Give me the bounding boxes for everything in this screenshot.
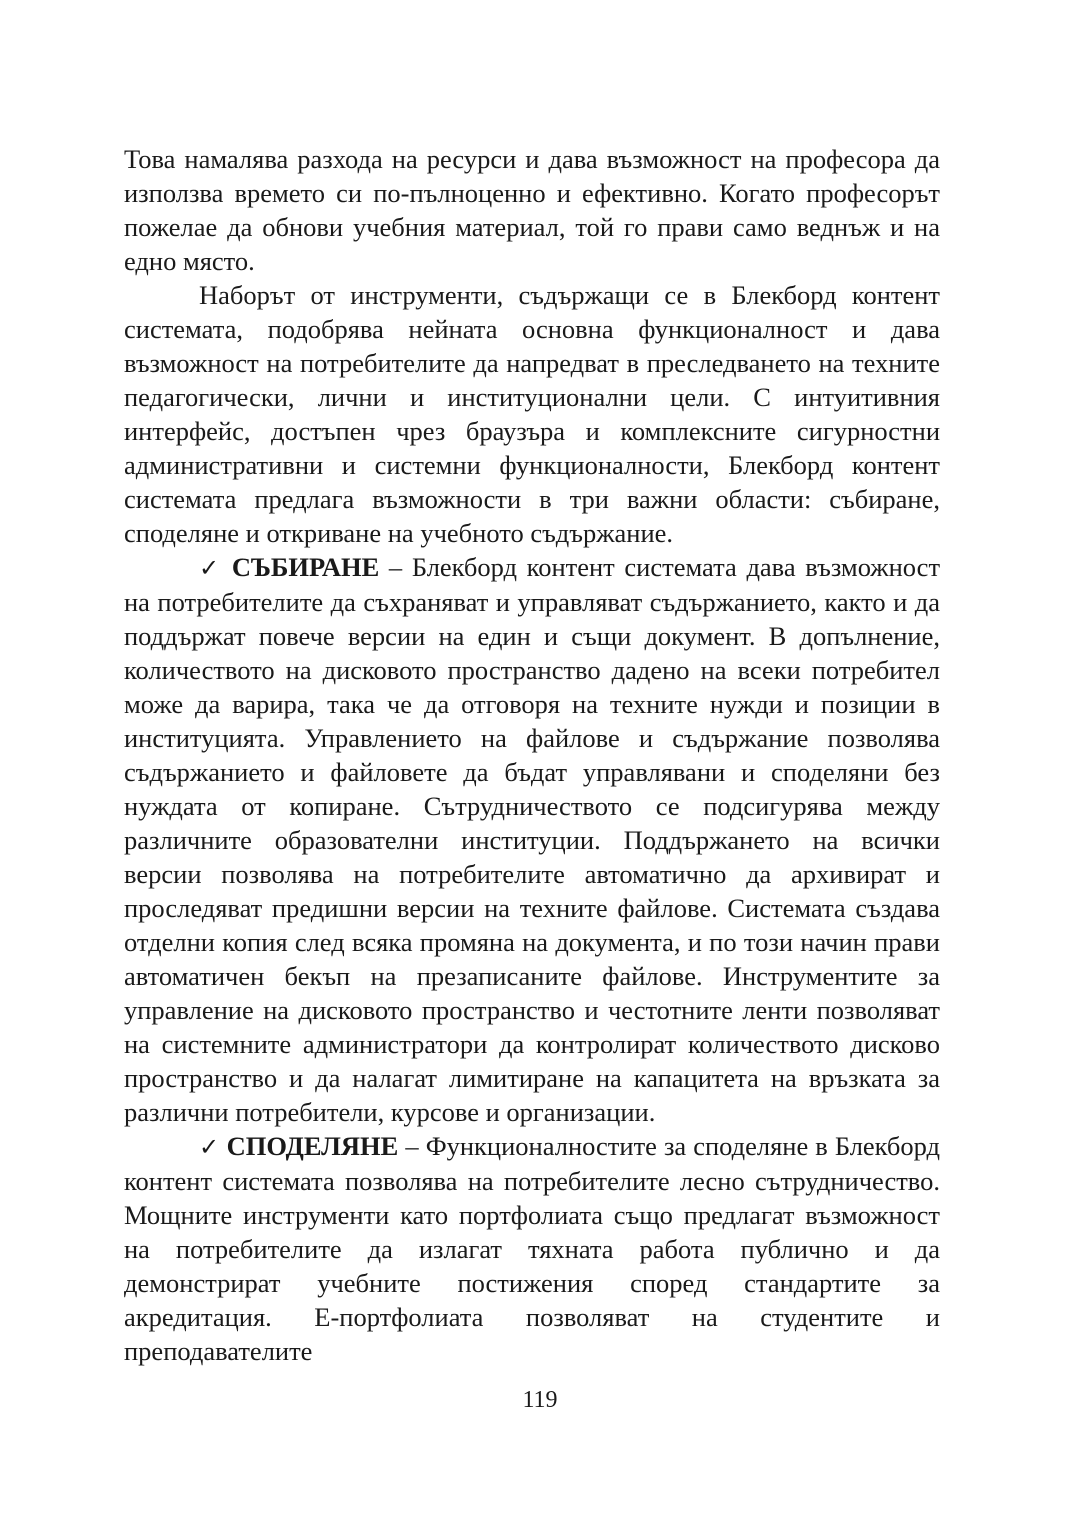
term-sharing: СПОДЕЛЯНЕ <box>226 1131 399 1161</box>
paragraph-collecting <box>124 550 940 1129</box>
collecting-text: – Блекборд контент системата дава възможност на потребителите да съхраняват и управляват съдържанието, както и да поддържат повече версии на един и същи документ. В допълнение, количеството на дисковото пространство дадено на всеки потребител може да варира, така че да отговоря на техните нужди и позиции в институцията. Управлението на файлове и съдържание позволява съдържанието и файловете да бъдат управлявани и споделяни без нуждата от копиране. Сътрудничеството се подсигурява между различните образователни институции. Поддържането на всички версии позволява на потребителите автоматично да архивират и проследяват предишни версии на техните файлове. Системата създава отделни копия след всяка промяна на документа, и по този начин прави автоматичен бекъп на презаписаните файлове. Инструментите за управление на дисковото пространство и честотните ленти позволяват на системните администратори да контролират количеството дисково пространство и да налагат лимитиране на капацитета на връзката за различни потребители, курсове и организации. <box>124 552 941 1127</box>
sharing-text: – Функционалностите за споделяне в Блекборд контент системата позволява на потребителите лесно сътрудничество. Мощните инструменти като портфолиата също предлагат възможност на потребителите да излагат тяхната работа публично и да демонстрират учебните постижения според стандартите за акредитация. Е-портфолиата позволяват на студентите и преподавателите <box>124 1131 941 1366</box>
paragraph-toolset: Наборът от инструменти, съдържащи се в Блекборд контент системата, подобрява нейната основна функционалност и дава възможност на потребителите да напредват в преследването на техните педагогически, лични и институционални цели. С интуитивния интерфейс, достъпен чрез браузъра и комплексните сигурностни административни и системни функционалности, Блекборд контент системата предлага възможности в три важни области: събиране, споделяне и откриване на учебното съдържание. <box>124 280 940 548</box>
checkmark-icon: ✓ <box>199 1133 220 1161</box>
paragraph-sharing <box>124 1129 940 1368</box>
page-number: 119 <box>522 1387 558 1413</box>
checkmark-icon: ✓ <box>199 554 223 582</box>
body-text <box>124 142 940 1368</box>
term-collecting: СЪБИРАНЕ <box>231 552 380 582</box>
paragraph-resources: Това намалява разхода на ресурси и дава възможност на професора да използва времето си по-пълноценно и ефективно. Когато професорът пожелае да обнови учебния материал, той го прави само веднъж и на едно място. <box>124 144 940 276</box>
